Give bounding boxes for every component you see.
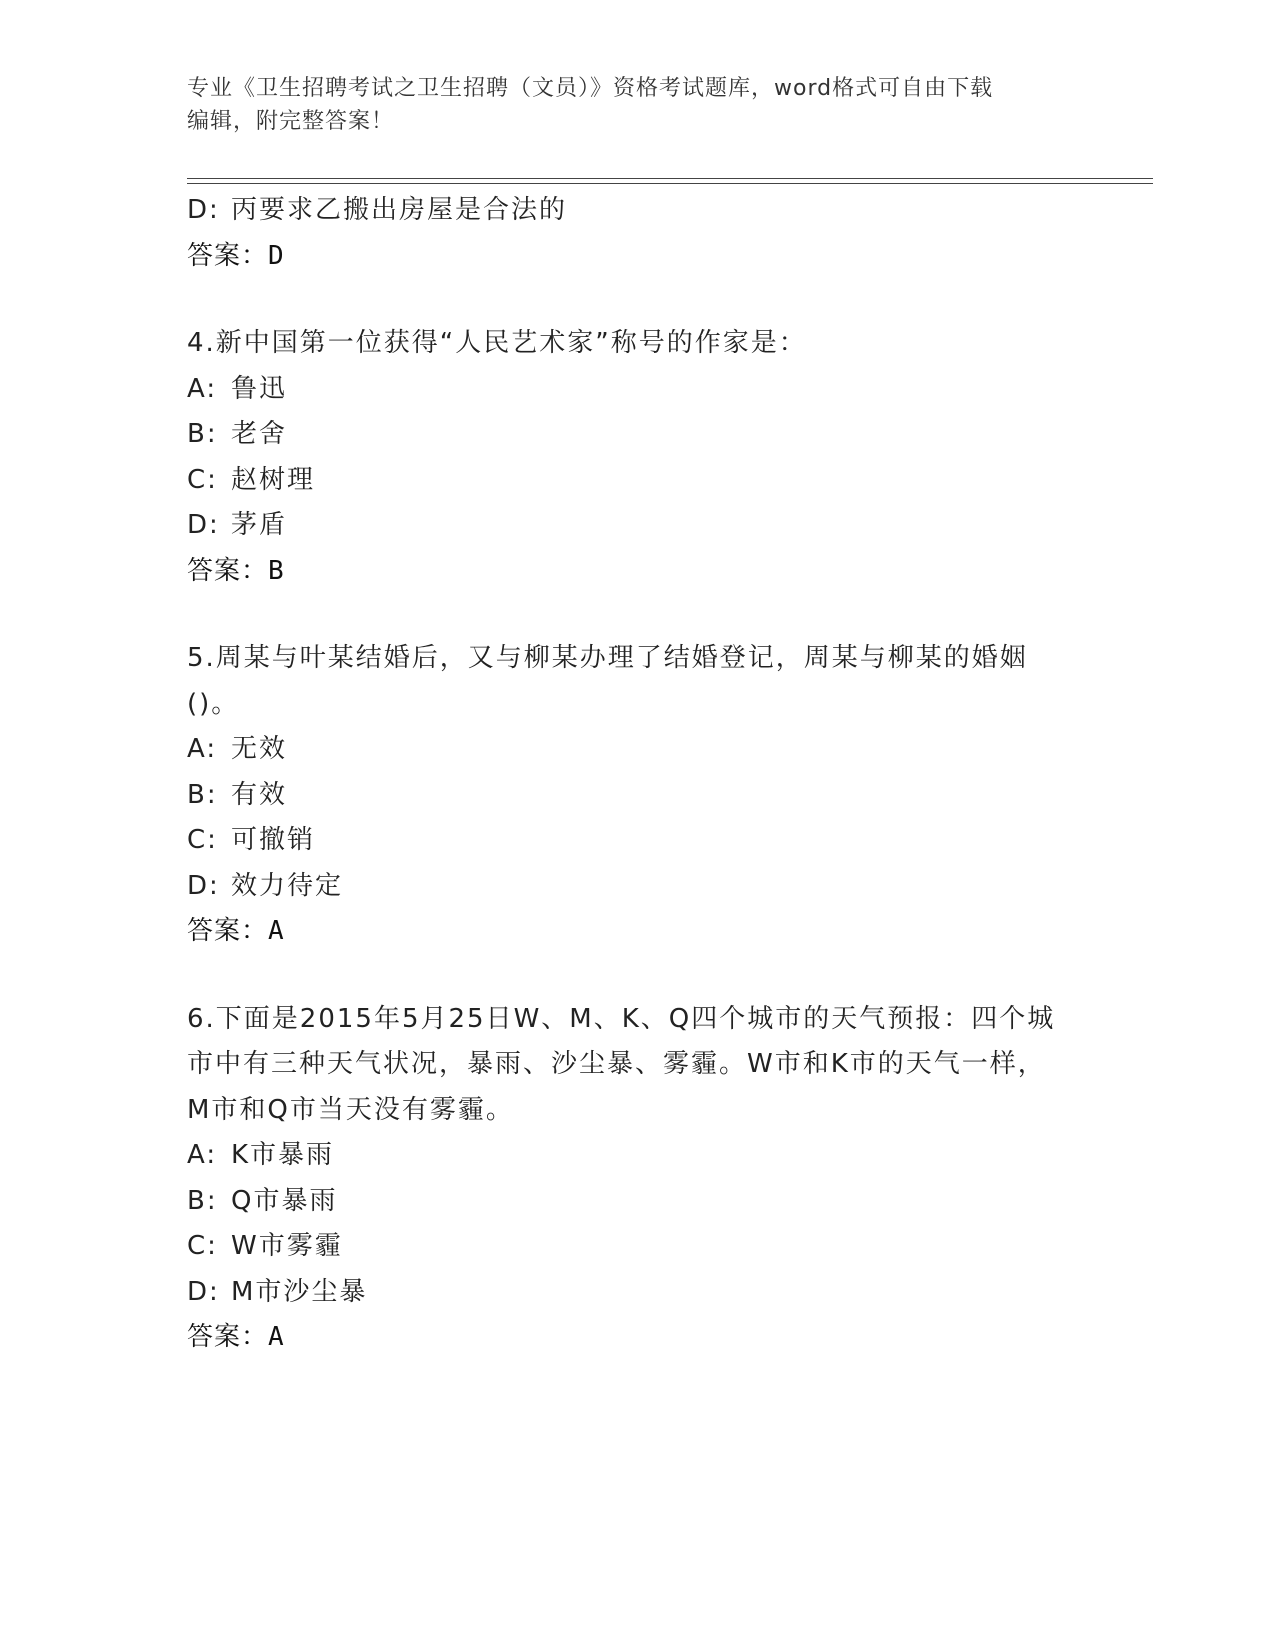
q3-answer: [187, 234, 1087, 280]
header-divider-bottom: [187, 183, 1153, 184]
answer-value: A: [268, 916, 285, 946]
question-content: [187, 188, 1087, 1361]
q6-title: [187, 997, 1067, 1134]
option-key: B:: [187, 779, 218, 810]
option-key: A:: [187, 1140, 218, 1170]
spacer: [187, 279, 1087, 321]
q5-option-c: [187, 818, 1087, 864]
answer-value: B: [268, 555, 285, 586]
q4-answer: [187, 549, 1087, 595]
q6-title-line-2: 市中有三种天气状况，暴雨、沙尘暴、雾霾。W市和K市的天气一样，: [187, 1049, 1046, 1079]
q5-title-line-2: ()。: [187, 688, 240, 719]
spacer: [187, 955, 1087, 997]
header-line-2: 编辑，附完整答案！: [187, 109, 395, 134]
option-text: 茅盾: [231, 510, 288, 540]
option-text: 老舍: [231, 419, 288, 449]
q5-option-a: [187, 727, 1087, 773]
option-key: C:: [187, 464, 218, 495]
option-text: M市沙尘暴: [231, 1276, 368, 1307]
option-text: Q市暴雨: [231, 1185, 338, 1216]
option-text: 可撤销: [231, 825, 316, 855]
answer-value: A: [268, 1322, 285, 1352]
option-text: 有效: [231, 779, 288, 810]
q6-title-line-1: 6.下面是2015年5月25日W、M、K、Q四个城市的天气预报：四个城: [187, 1003, 1056, 1034]
option-key: A:: [187, 734, 218, 764]
q5-answer: [187, 909, 1087, 955]
option-text: 赵树理: [231, 464, 316, 495]
q6-option-b: [187, 1179, 1087, 1225]
q5-title: [187, 636, 1067, 727]
q4-option-a: [187, 367, 1087, 413]
q5-title-line-1: 5.周某与叶某结婚后，又与柳某办理了结婚登记，周某与柳某的婚姻: [187, 643, 1028, 673]
option-key: D:: [187, 1276, 220, 1307]
document-header: [187, 72, 1067, 138]
answer-label: 答案：: [187, 916, 269, 946]
q6-option-c: [187, 1224, 1087, 1270]
q5-option-d: [187, 864, 1087, 910]
option-key: A:: [187, 373, 218, 404]
option-text: 无效: [231, 734, 288, 764]
q6-answer: [187, 1315, 1087, 1361]
option-key: B:: [187, 1185, 218, 1216]
q6-option-d: [187, 1270, 1087, 1316]
answer-label: 答案：: [187, 240, 269, 271]
answer-label: 答案：: [187, 1322, 269, 1352]
q4-option-b: [187, 412, 1087, 458]
option-text: W市雾霾: [231, 1231, 343, 1261]
answer-value: D: [268, 240, 285, 271]
q4-option-c: [187, 458, 1087, 504]
answer-label: 答案：: [187, 555, 269, 586]
option-key: B:: [187, 419, 218, 449]
option-text: K市暴雨: [231, 1140, 335, 1170]
header-line-1: 专业《卫生招聘考试之卫生招聘（文员）》资格考试题库，word格式可自由下载: [187, 76, 994, 101]
option-text: 丙要求乙搬出房屋是合法的: [231, 195, 568, 225]
q6-option-a: [187, 1133, 1087, 1179]
q3-option-d: [187, 188, 1087, 234]
q4-title: 4.新中国第一位获得“人民艺术家”称号的作家是：: [187, 328, 807, 358]
q5-option-b: [187, 773, 1087, 819]
option-text: 效力待定: [231, 870, 344, 901]
q6-title-line-3: M市和Q市当天没有雾霾。: [187, 1094, 514, 1125]
option-key: D:: [187, 195, 220, 225]
spacer: [187, 594, 1087, 636]
option-key: D:: [187, 870, 220, 901]
q4-option-d: [187, 503, 1087, 549]
option-text: 鲁迅: [231, 373, 288, 404]
option-key: D:: [187, 510, 220, 540]
header-divider-top: [187, 178, 1153, 179]
option-key: C:: [187, 1231, 218, 1261]
option-key: C:: [187, 825, 218, 855]
